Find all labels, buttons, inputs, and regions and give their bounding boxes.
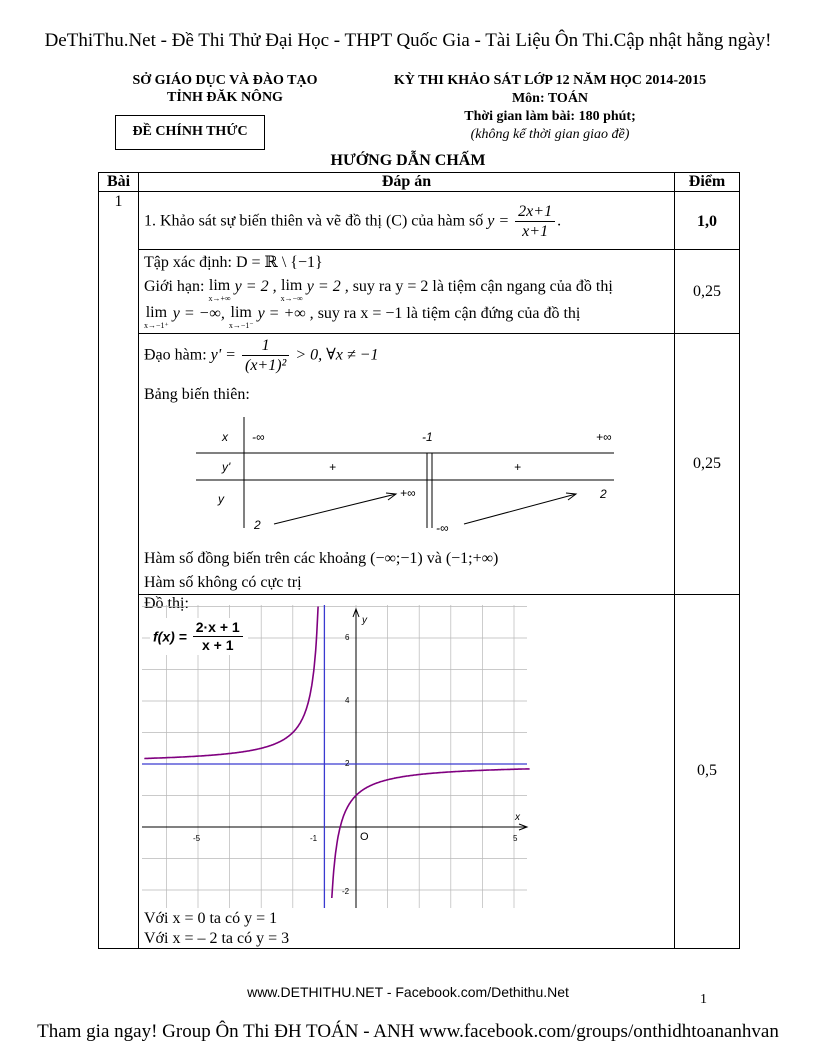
bbt-arrow-right: [464, 494, 576, 524]
row2-limits-v: lim x→−1⁺ y = −∞, lim x→−1⁻ y = +∞ , suy ra x = −1 là tiệm cận đứng của đồ thị: [144, 304, 581, 330]
deriv-prefix: Đạo hàm:: [144, 346, 207, 364]
tick-y-2: 2: [345, 759, 350, 768]
formula-fraction: [193, 619, 243, 654]
row4-point1: Với x = 0 ta có y = 1: [144, 910, 278, 927]
row2-limits-h: Giới hạn: lim x→+∞ y = 2 , lim x→−∞ y = 2 , suy ra y = 2 là tiệm cận ngang của đồ thị: [144, 277, 613, 303]
row1-fraction: [515, 202, 555, 241]
formula-lhs: f(x) =: [153, 628, 187, 645]
exam-subject: Môn: TOÁN: [511, 91, 589, 106]
row4-score: 0,5: [697, 762, 717, 779]
bbt-x-left: -∞: [252, 430, 265, 444]
row3-no-extrema: Hàm số không có cực trị: [144, 574, 302, 591]
header-diem: Điểm: [688, 173, 726, 190]
row2-limits-prefix: Giới hạn:: [144, 278, 205, 295]
tick-x-neg1: -1: [310, 834, 318, 843]
bbt-yp-left: +: [329, 460, 337, 474]
footer-site: www.DETHITHU.NET - Facebook.com/Dethithu.Net: [247, 984, 569, 1000]
deriv-rhs: > 0, ∀x ≠ −1: [295, 346, 379, 364]
lim3-sub: x→−1⁺: [144, 321, 169, 330]
bbt-arrow-left: [274, 494, 396, 524]
axis-x-label: x: [515, 812, 520, 823]
row3-derivative: [144, 336, 378, 375]
tick-y-4: 4: [345, 696, 350, 705]
header-banner: DeThiThu.Net - Đề Thi Thử Đại Học - THPT Quốc Gia - Tài Liệu Ôn Thi.Cập nhật hằng ngày!: [44, 30, 772, 51]
exam-time: Thời gian làm bài: 180 phút;: [464, 109, 636, 124]
bbt-y-label: y: [218, 492, 224, 506]
bbt-x-label: x: [222, 430, 228, 444]
official-box: ĐỀ CHÍNH THỨC: [115, 115, 265, 150]
row3-increasing: Hàm số đồng biến trên các khoảng (−∞;−1) và (−1;+∞): [144, 550, 499, 567]
org-line1: SỞ GIÁO DỤC VÀ ĐÀO TẠO: [132, 73, 318, 88]
bbt-y-left-top: +∞: [400, 486, 416, 500]
row2-domain: Tập xác định: D = ℝ \ {−1}: [144, 254, 323, 271]
footer-banner: Tham gia ngay! Group Ôn Thi ĐH TOÁN - ANH www.facebook.com/groups/onthidhtoananhvan: [37, 1021, 779, 1042]
row4-point2: Với x = – 2 ta có y = 3: [144, 930, 290, 947]
graph-formula: [150, 618, 248, 655]
page-number: 1: [700, 992, 707, 1007]
graph-title: Đồ thị:: [144, 595, 189, 612]
deriv-num: 1: [242, 336, 289, 356]
tick-y-neg2: -2: [342, 887, 350, 896]
lim1-sub: x→+∞: [208, 294, 231, 303]
row1-num: 2x+1: [515, 202, 555, 222]
bbt-title: Bảng biến thiên:: [144, 386, 250, 403]
row1-end: .: [557, 212, 562, 230]
header-dap-an: Đáp án: [381, 173, 432, 190]
row2-limits-suffix: suy ra y = 2 là tiệm cận ngang của đồ thị: [352, 278, 613, 295]
header-bai: Bài: [106, 173, 131, 190]
deriv-fraction: [242, 336, 289, 375]
row2-vert-suffix: suy ra x = −1 là tiệm cận đứng của đồ thị: [317, 305, 581, 322]
lim2-expr: y = 2 ,: [306, 278, 349, 295]
row2-score: 0,25: [693, 283, 721, 300]
org-line2: TỈNH ĐĂK NÔNG: [167, 90, 283, 105]
tick-x-neg5: -5: [193, 834, 201, 843]
tick-x-5: 5: [513, 834, 518, 843]
bai-number: 1: [114, 193, 123, 210]
deriv-den: (x+1)²: [244, 357, 287, 375]
bbt-x-mid: -1: [422, 430, 433, 444]
deriv-lhs: y' =: [210, 346, 236, 364]
lim1-expr: y = 2 ,: [234, 278, 277, 295]
row1-question: [144, 202, 561, 241]
row3-score: 0,25: [693, 455, 721, 472]
row1-lhs: y =: [487, 212, 510, 230]
bbt-y-left-bottom: 2: [254, 518, 261, 532]
bbt-y-right-top: 2: [600, 487, 607, 501]
row1-text: 1. Khảo sát sự biến thiên và vẽ đồ thị (C) của hàm số: [144, 212, 484, 230]
formula-num: 2·x + 1: [193, 619, 243, 637]
bbt-x-right: +∞: [596, 430, 612, 444]
origin-label: O: [360, 831, 369, 843]
guide-title: HƯỚNG DẪN CHẤM: [330, 152, 486, 169]
tick-y-6: 6: [345, 633, 350, 642]
formula-den: x + 1: [201, 636, 234, 653]
variation-table: [196, 412, 616, 537]
bbt-yp-right: +: [514, 460, 522, 474]
lim3-expr: y = −∞,: [172, 305, 225, 322]
lim4-expr: y = +∞ ,: [257, 305, 314, 322]
row1-score: 1,0: [697, 213, 717, 230]
bbt-y-right-bottom: -∞: [436, 521, 449, 535]
exam-time-note: (không kể thời gian giao đề): [470, 127, 630, 142]
axis-y-label: y: [362, 615, 367, 626]
lim4-sub: x→−1⁻: [228, 321, 254, 330]
row1-den: x+1: [522, 223, 549, 241]
exam-title: KỲ THI KHẢO SÁT LỚP 12 NĂM HỌC 2014-2015: [393, 73, 707, 88]
bbt-yp-label: y': [222, 460, 231, 474]
lim2-sub: x→−∞: [280, 294, 303, 303]
